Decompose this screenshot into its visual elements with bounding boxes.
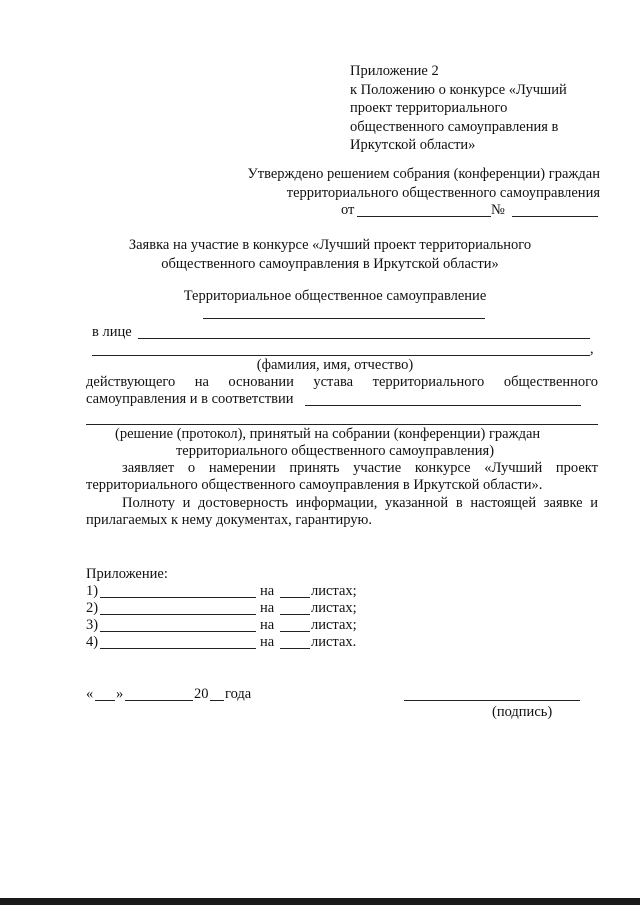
date-year-label: года — [225, 686, 252, 702]
attachment-title-field[interactable] — [100, 648, 256, 649]
in-person-label: в лице — [92, 324, 132, 340]
attachment-sheets-label: листах. — [311, 634, 357, 650]
attachment-title-field[interactable] — [100, 597, 256, 598]
annex-line: общественного самоуправления в — [350, 118, 559, 135]
attachment-number: 1) — [86, 583, 99, 599]
guarantee-line-1: Полноту и достоверность информации, указанной в настоящей заявке и — [122, 495, 598, 511]
date-year-prefix: 20 — [194, 686, 209, 702]
approval-block — [247, 165, 600, 203]
annex-line: Приложение 2 — [350, 63, 439, 79]
approval-date-field[interactable] — [357, 216, 491, 217]
attachment-number: 4) — [86, 634, 99, 650]
annex-line: проект территориального — [350, 100, 508, 116]
approval-line-2: территориального общественного самоуправления — [286, 185, 600, 201]
accordance-field-1[interactable] — [305, 405, 581, 406]
page-bottom-edge — [0, 898, 640, 905]
attachment-on-label: на — [260, 583, 275, 599]
attachment-sheets-label: листах; — [311, 617, 357, 633]
approval-from-label: от — [341, 202, 355, 218]
tos-label: Территориальное общественное самоуправление — [183, 288, 487, 304]
approval-number-field[interactable] — [512, 216, 598, 217]
attachment-sheets-field[interactable] — [280, 631, 310, 632]
attachments-heading: Приложение: — [86, 566, 168, 582]
title-line-2: общественного самоуправления в Иркутской области» — [161, 256, 499, 272]
fio-caption: (фамилия, имя, отчество) — [256, 357, 414, 373]
attachment-on-label: на — [260, 617, 275, 633]
attachment-number: 3) — [86, 617, 99, 633]
accordance-field-2[interactable] — [86, 424, 598, 425]
annex-line: к Положению о конкурсе «Лучший — [350, 81, 567, 98]
date-quote-close: » — [116, 686, 124, 702]
date-month-field[interactable] — [125, 700, 193, 701]
signature-caption: (подпись) — [492, 704, 553, 720]
attachment-number: 2) — [86, 600, 99, 616]
acting-line: действующего на основании устава территориального общественного — [86, 374, 598, 390]
attachment-sheets-label: листах; — [311, 600, 357, 616]
guarantee-line-2: прилагаемых к нему документах, гарантирую. — [86, 512, 373, 528]
annex-header — [350, 62, 567, 155]
in-person-field-1[interactable] — [138, 338, 590, 339]
decision-caption-1: (решение (протокол), принятый на собрании (конференции) граждан — [115, 426, 541, 442]
attachment-sheets-field[interactable] — [280, 648, 310, 649]
attachment-sheets-field[interactable] — [280, 614, 310, 615]
attachment-on-label: на — [260, 600, 275, 616]
declares-line-2: территориального общественного самоуправления в Иркутской области». — [86, 477, 543, 493]
approval-number-label: № — [491, 202, 505, 218]
attachment-title-field[interactable] — [100, 631, 256, 632]
in-person-comma: , — [590, 341, 594, 357]
annex-line: Иркутской области» — [350, 137, 476, 153]
title-line-1: Заявка на участие в конкурсе «Лучший проект территориального — [128, 237, 532, 253]
date-year-field[interactable] — [210, 700, 224, 701]
date-day-field[interactable] — [95, 700, 115, 701]
approval-line-1: Утверждено решением собрания (конференции) граждан — [247, 166, 600, 182]
in-person-field-2[interactable] — [92, 355, 590, 356]
attachment-on-label: на — [260, 634, 275, 650]
attachment-title-field[interactable] — [100, 614, 256, 615]
attachment-sheets-label: листах; — [311, 583, 357, 599]
decision-caption-2: территориального общественного самоуправления) — [175, 443, 495, 459]
attachment-sheets-field[interactable] — [280, 597, 310, 598]
date-quote-open: « — [86, 686, 94, 702]
tos-accordance-label: самоуправления и в соответствии — [86, 391, 294, 407]
tos-name-field[interactable] — [203, 318, 485, 319]
declares-line-1: заявляет о намерении принять участие конкурсе «Лучший проект — [122, 460, 598, 476]
signature-field[interactable] — [404, 700, 580, 701]
application-title — [0, 236, 640, 274]
